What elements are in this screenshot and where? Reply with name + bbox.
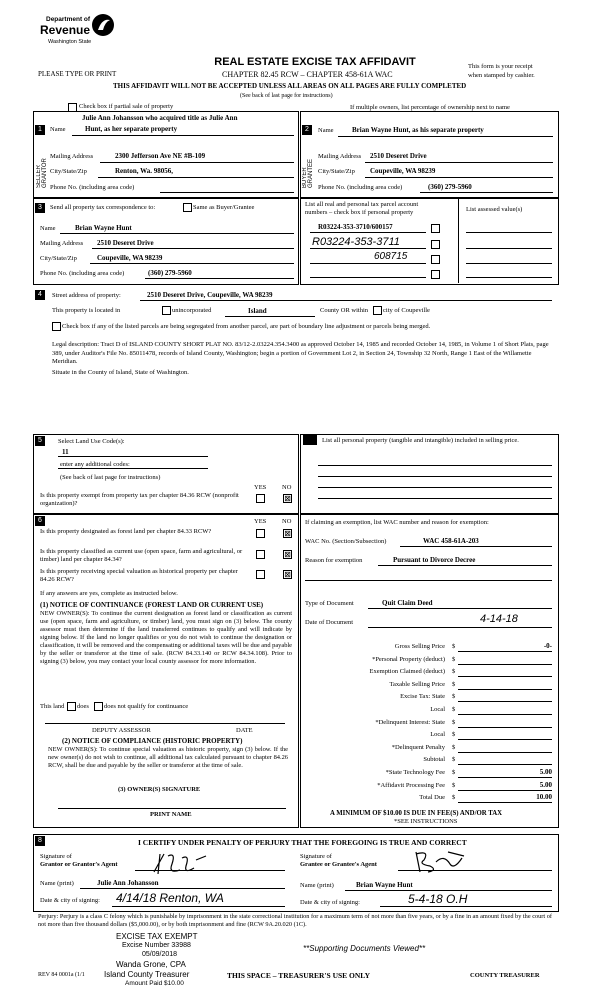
personal-property-section — [300, 434, 559, 514]
s6-q1-no-checkbox[interactable]: ⊠ — [284, 529, 291, 538]
buyer-phone[interactable]: (360) 279-5960 — [428, 183, 472, 191]
stamp-date: 05/09/2018 — [142, 951, 178, 958]
does-checkbox[interactable] — [67, 702, 76, 711]
seller-side-label: SELLER GRANTOR — [36, 158, 48, 188]
corr-name-label: Name — [40, 225, 56, 232]
deputy-date-label: DATE — [236, 727, 253, 734]
same-as-buyer-checkbox[interactable] — [183, 203, 192, 212]
section-5-badge: 5 — [35, 436, 45, 446]
city-of-label: city of Coupeville — [383, 307, 430, 314]
grantor-name[interactable]: Julie Ann Johansson — [97, 879, 159, 887]
grantor-sig-label1: Signature of — [40, 853, 72, 860]
unincorporated-label: unincorporated — [172, 307, 212, 314]
seller-address-label: Mailing Address — [50, 153, 94, 160]
s6-q3: Is this property receiving special valuation as historical property per chapter 84.26 RCW? — [40, 568, 238, 583]
tax-row-label: *Personal Property (deduct) — [372, 655, 445, 663]
corr-address[interactable]: 2510 Deseret Drive — [97, 239, 154, 247]
s6-q2-yes-checkbox[interactable] — [256, 550, 265, 559]
tax-row-currency: $ — [452, 668, 456, 676]
corr-phone-label: Phone No. (including area code) — [40, 270, 125, 277]
agency-sub: Washington State — [48, 39, 92, 45]
exempt-no-checkbox[interactable]: ⊠ — [284, 494, 291, 503]
section-8-badge: 8 — [35, 836, 45, 846]
tax-row-currency: $ — [452, 706, 456, 713]
supporting-docs: **Supporting Documents Viewed** — [303, 944, 426, 953]
s6-q3-yes-checkbox[interactable] — [256, 570, 265, 579]
rev-number: REV 84 0001a (1/1 — [38, 972, 85, 978]
please-type: PLEASE TYPE OR PRINT — [38, 70, 117, 78]
buyer-address[interactable]: 2510 Deseret Drive — [370, 152, 427, 160]
reason-value[interactable]: Pursuant to Divorce Decree — [393, 556, 476, 564]
receipt-line2: when stamped by cashier. — [468, 72, 535, 79]
county-or-within: County OR within — [320, 307, 369, 314]
land-use-no: NO — [282, 484, 292, 491]
section-2-badge: 2 — [302, 125, 312, 135]
owner-signature-label: (3) OWNER(S) SIGNATURE — [118, 786, 201, 793]
s6-q1-yes-checkbox[interactable] — [256, 529, 265, 538]
form-title: REAL ESTATE EXCISE TAX AFFIDAVIT — [214, 56, 416, 68]
s6-yes: YES — [254, 518, 267, 525]
tax-row-label: Local — [430, 706, 445, 713]
buyer-city[interactable]: Coupeville, WA 98239 — [370, 167, 436, 175]
doc-date[interactable]: 4-14-18 — [480, 613, 518, 625]
section-6-badge: 6 — [35, 516, 45, 526]
stamp-treasurer-name: Wanda Grone, CPA — [116, 960, 186, 969]
within-city-checkbox[interactable] — [373, 306, 382, 315]
street-label: Street address of property: — [52, 292, 121, 299]
tax-row-label: *State Technology Fee — [385, 769, 445, 776]
revenue-logo — [40, 12, 120, 52]
grantor-signature[interactable] — [150, 850, 210, 878]
unincorporated-checkbox[interactable] — [162, 306, 171, 315]
buyer-phone-label: Phone No. (including area code) — [318, 184, 403, 191]
parcel-4-checkbox[interactable] — [431, 270, 440, 279]
exempt-question: Is this property exempt from property tax per chapter 84.36 RCW (nonprofit organization)? — [40, 492, 239, 507]
seller-address[interactable]: 2300 Jefferson Ave NE #B-109 — [115, 152, 206, 160]
notice2-body: NEW OWNER(S): To continue special valuation as historic property, sign (3) below. If the new owner(s) do not wish to continue, all additional tax calculated pursuant to chapter 84.26 RCW, shall be due and payable by the seller or transferor at the time of sale. — [48, 746, 288, 769]
stamp-treasurer: Island County Treasurer — [104, 970, 190, 979]
agency-top: Department of — [46, 16, 91, 23]
land-use-yes: YES — [254, 484, 267, 491]
grantor-date-city[interactable]: 4/14/18 Renton, WA — [116, 891, 224, 905]
tax-row-label: *Delinquent Penalty — [391, 743, 445, 751]
grantee-sig-label1: Signature of — [300, 853, 332, 860]
tax-row-currency: $ — [452, 743, 456, 751]
notice2-title: (2) NOTICE OF COMPLIANCE (HISTORIC PROPERTY) — [62, 737, 243, 745]
parcel-1[interactable]: R03224-353-3710/600157 — [318, 223, 393, 231]
grantor-name-label: Name (print) — [40, 880, 74, 887]
tax-row-currency: $ — [452, 756, 456, 764]
land-use-see-back: (See back of last page for instructions) — [60, 474, 161, 481]
seller-name-line2: Hunt, as her separate property — [85, 125, 178, 133]
grantee-sig-label2: Grantee or Grantee's Agent — [300, 861, 377, 868]
s6-q3-no-checkbox[interactable]: ⊠ — [284, 570, 291, 579]
tax-row-currency: $ — [452, 693, 456, 701]
seller-name-line1: Julie Ann Johansson who acquired title as Julie Ann — [82, 114, 238, 122]
corr-phone[interactable]: (360) 279-5960 — [148, 269, 192, 277]
notice1-body: NEW OWNER(S): To continue the current designation as forest land or classification as current use (open space, farm and agriculture, or timber) land, you must sign on (3) below. The county assessor must then determine if the land transferred continues to qualify and will indicate by signing below. If the land no longer qualifies or you do not wish to continue the designation or classification, it will be removed and the compensating or additional taxes will be due and payable by the seller or transferor at the time of sale. (RCW 84.33.140 or RCW 84.34.108). Prior to signing (3) below, you may contact your local county assessor for more information. — [40, 610, 292, 665]
section-4-badge: 4 — [35, 290, 45, 300]
tax-row-currency: $ — [452, 794, 456, 802]
additional-codes-label: enter any additional codes: — [60, 461, 130, 468]
corr-city[interactable]: Coupeville, WA 98239 — [97, 254, 163, 262]
stamp-exempt: EXCISE TAX EXEMPT — [116, 932, 198, 941]
doc-type[interactable]: Quit Claim Deed — [382, 599, 433, 607]
seller-phone-label: Phone No. (including area code) — [50, 184, 135, 191]
s6-q1: Is this property designated as forest land per chapter 84.33 RCW? — [40, 528, 212, 535]
parcel-2[interactable]: R03224-353-3711 — [312, 236, 400, 248]
certify-text: I CERTIFY UNDER PENALTY OF PERJURY THAT THE FOREGOING IS TRUE AND CORRECT — [138, 838, 467, 847]
tax-row-label: Excise Tax: State — [400, 693, 445, 701]
seller-city-label: City/State/Zip — [50, 168, 87, 175]
tax-row-currency: $ — [452, 655, 456, 663]
deputy-assessor-label: DEPUTY ASSESSOR — [92, 727, 151, 734]
grantee-signature[interactable] — [410, 848, 470, 876]
partial-sale-label: Check box if partial sale of property — [79, 103, 174, 110]
wac-number[interactable]: WAC 458-61A-203 — [423, 537, 479, 545]
exempt-yes-checkbox[interactable] — [256, 494, 265, 503]
exemption-claim-label: If claiming an exemption, list WAC number and reason for exemption: — [305, 519, 489, 526]
parcel-1-checkbox[interactable] — [431, 224, 440, 233]
agency-main: Revenue — [40, 23, 91, 37]
s6-q2-no-checkbox[interactable]: ⊠ — [284, 550, 291, 559]
buyer-city-label: City/State/Zip — [318, 168, 355, 175]
land-use-code[interactable]: 11 — [62, 448, 69, 456]
tax-row-label: Total Due — [419, 794, 445, 802]
tax-row-currency: $ — [452, 718, 456, 726]
see-back-text: (See back of last page for instructions) — [240, 93, 333, 99]
wac-label: WAC No. (Section/Subsection) — [305, 538, 387, 545]
tax-row-label: *Affidavit Processing Fee — [377, 781, 445, 789]
land-use-label: Select Land Use Code(s): — [58, 438, 125, 445]
revenue-logo-icon — [90, 12, 116, 38]
tax-row-label: Taxable Selling Price — [389, 680, 445, 688]
s6-if-yes: If any answers are yes, complete as instructed below. — [40, 590, 178, 597]
tax-row-value[interactable]: -0- — [543, 642, 552, 650]
does-not-label: does not qualify for continuance — [104, 703, 189, 710]
does-not-checkbox[interactable] — [94, 702, 103, 711]
s6-no: NO — [282, 518, 292, 525]
segregated-label: Check box if any of the listed parcels are being segregated from another parcel, are part of boundary line adjustment or parcels being merged. — [62, 323, 431, 330]
section-1-badge: 1 — [35, 125, 45, 135]
tax-row-value[interactable]: 5.00 — [539, 768, 552, 776]
seller-city[interactable]: Renton, Wa. 98056, — [115, 167, 174, 175]
buyer-name-label: Name — [318, 127, 334, 134]
tax-row-label: Subtotal — [423, 756, 445, 764]
tax-row-label: Local — [430, 731, 445, 739]
tax-row-currency: $ — [452, 769, 456, 776]
parcel-3[interactable]: 608715 — [374, 251, 408, 262]
perjury-text: Perjury: Perjury is a class C felony which is punishable by imprisonment in the state correctional institution for a maximum term of not more than five years, or by a fine in an amount fixed by the court of not more than five thousand dollars ($5,000.00), or by both imprisonment and fine (RCW 9A.20.020 (1C). — [38, 913, 552, 928]
assessed-header: List assessed value(s) — [466, 206, 523, 213]
buyer-name[interactable]: Brian Wayne Hunt, as his separate property — [352, 126, 484, 134]
parcels-header-2: numbers – check box if personal property — [305, 209, 414, 216]
tax-row-currency: $ — [452, 680, 456, 688]
buyer-side-label: BUYER GRANTEE — [302, 158, 314, 188]
grantee-name-label: Name (print) — [300, 882, 334, 889]
grantee-date-label: Date & city of signing: — [300, 899, 360, 906]
grantee-date-city[interactable]: 5-4-18 O.H — [408, 892, 468, 906]
tax-row-label: Gross Selling Price — [394, 643, 445, 650]
tax-row-currency: $ — [452, 731, 456, 739]
this-land-label: This land — [40, 703, 65, 710]
see-instructions: *SEE INSTRUCTIONS — [394, 818, 458, 825]
county-treasurer: COUNTY TREASURER — [470, 972, 540, 979]
parcel-3-checkbox[interactable] — [431, 255, 440, 264]
chapter-ref: CHAPTER 82.45 RCW – CHAPTER 458-61A WAC — [222, 70, 393, 79]
corr-city-label: City/State/Zip — [40, 255, 77, 262]
receipt-line1: This form is your receipt — [468, 63, 533, 70]
section-3-badge: 3 — [35, 203, 45, 213]
multiple-owners-note: If multiple owners, list percentage of ownership next to name — [350, 104, 510, 111]
grantor-sig-label2: Grantor or Grantor's Agent — [40, 861, 118, 868]
notice1-title: (1) NOTICE OF CONTINUANCE (FOREST LAND OR CURRENT USE) — [40, 601, 264, 609]
segregated-checkbox[interactable] — [52, 322, 61, 331]
doc-date-label: Date of Document — [305, 619, 354, 626]
tax-row-value[interactable]: 5.00 — [539, 780, 552, 789]
buyer-address-label: Mailing Address — [318, 153, 362, 160]
tax-row-currency: $ — [452, 643, 456, 650]
tax-row-value[interactable]: 10.00 — [536, 793, 552, 802]
tax-row-label: Exemption Claimed (deduct) — [369, 668, 445, 676]
warning-text: THIS AFFIDAVIT WILL NOT BE ACCEPTED UNLESS ALL AREAS ON ALL PAGES ARE FULLY COMPLETED — [113, 82, 467, 90]
correspondence-label: Send all property tax correspondence to: — [50, 204, 156, 211]
grantor-date-label: Date & city of signing: — [40, 897, 100, 904]
corr-address-label: Mailing Address — [40, 240, 84, 247]
parcels-header-1: List all real and personal tax parcel account — [305, 201, 419, 208]
minimum-due: A MINIMUM OF $10.00 IS DUE IN FEE(S) AND/OR TAX — [330, 810, 503, 817]
parcel-2-checkbox[interactable] — [431, 240, 440, 249]
tax-row-currency: $ — [452, 781, 456, 789]
located-label: This property is located in — [52, 307, 121, 314]
doc-type-label: Type of Document — [305, 600, 354, 607]
grantee-name[interactable]: Brian Wayne Hunt — [356, 881, 413, 889]
situate-text: Situate in the County of Island, State of Washington. — [52, 369, 189, 376]
reason-label: Reason for exemption — [305, 557, 363, 564]
stamp-amount: Amount Paid $10.00 — [125, 980, 184, 987]
corr-name[interactable]: Brian Wayne Hunt — [75, 224, 132, 232]
print-name-label: PRINT NAME — [150, 811, 192, 818]
legal-description: Legal description: Tract D of ISLAND COUNTY SHORT PLAT NO. 83/12-2.03224.354.3400 as approved October 14, 1985 and recorded October 14, 1985, in Volume 1 of Short Plats, page 389, under Auditor's File No. 85011478, records of Island County, Washington; begin a portion of Government Lot 2, in Section 24, Township 32 North, Range 1 East of the Willamette Meridian. — [52, 341, 549, 365]
county-name[interactable]: Island — [248, 307, 267, 315]
s6-q2: Is this property classified as current use (open space, farm and agricultural, or timber) land per chapter 84.34? — [40, 548, 243, 563]
does-label: does — [77, 703, 89, 710]
street-address[interactable]: 2510 Deseret Drive, Coupeville, WA 98239 — [147, 291, 273, 299]
stamp-excise-number: Excise Number 33988 — [122, 942, 191, 949]
seller-name-label: Name — [50, 126, 66, 133]
same-as-buyer-label: Same as Buyer/Grantee — [193, 204, 255, 211]
treasurer-space: THIS SPACE – TREASURER'S USE ONLY — [227, 971, 371, 980]
personal-property-label: List all personal property (tangible and intangible) included in selling price. — [322, 437, 519, 444]
tax-row-label: *Delinquent Interest: State — [375, 718, 445, 726]
